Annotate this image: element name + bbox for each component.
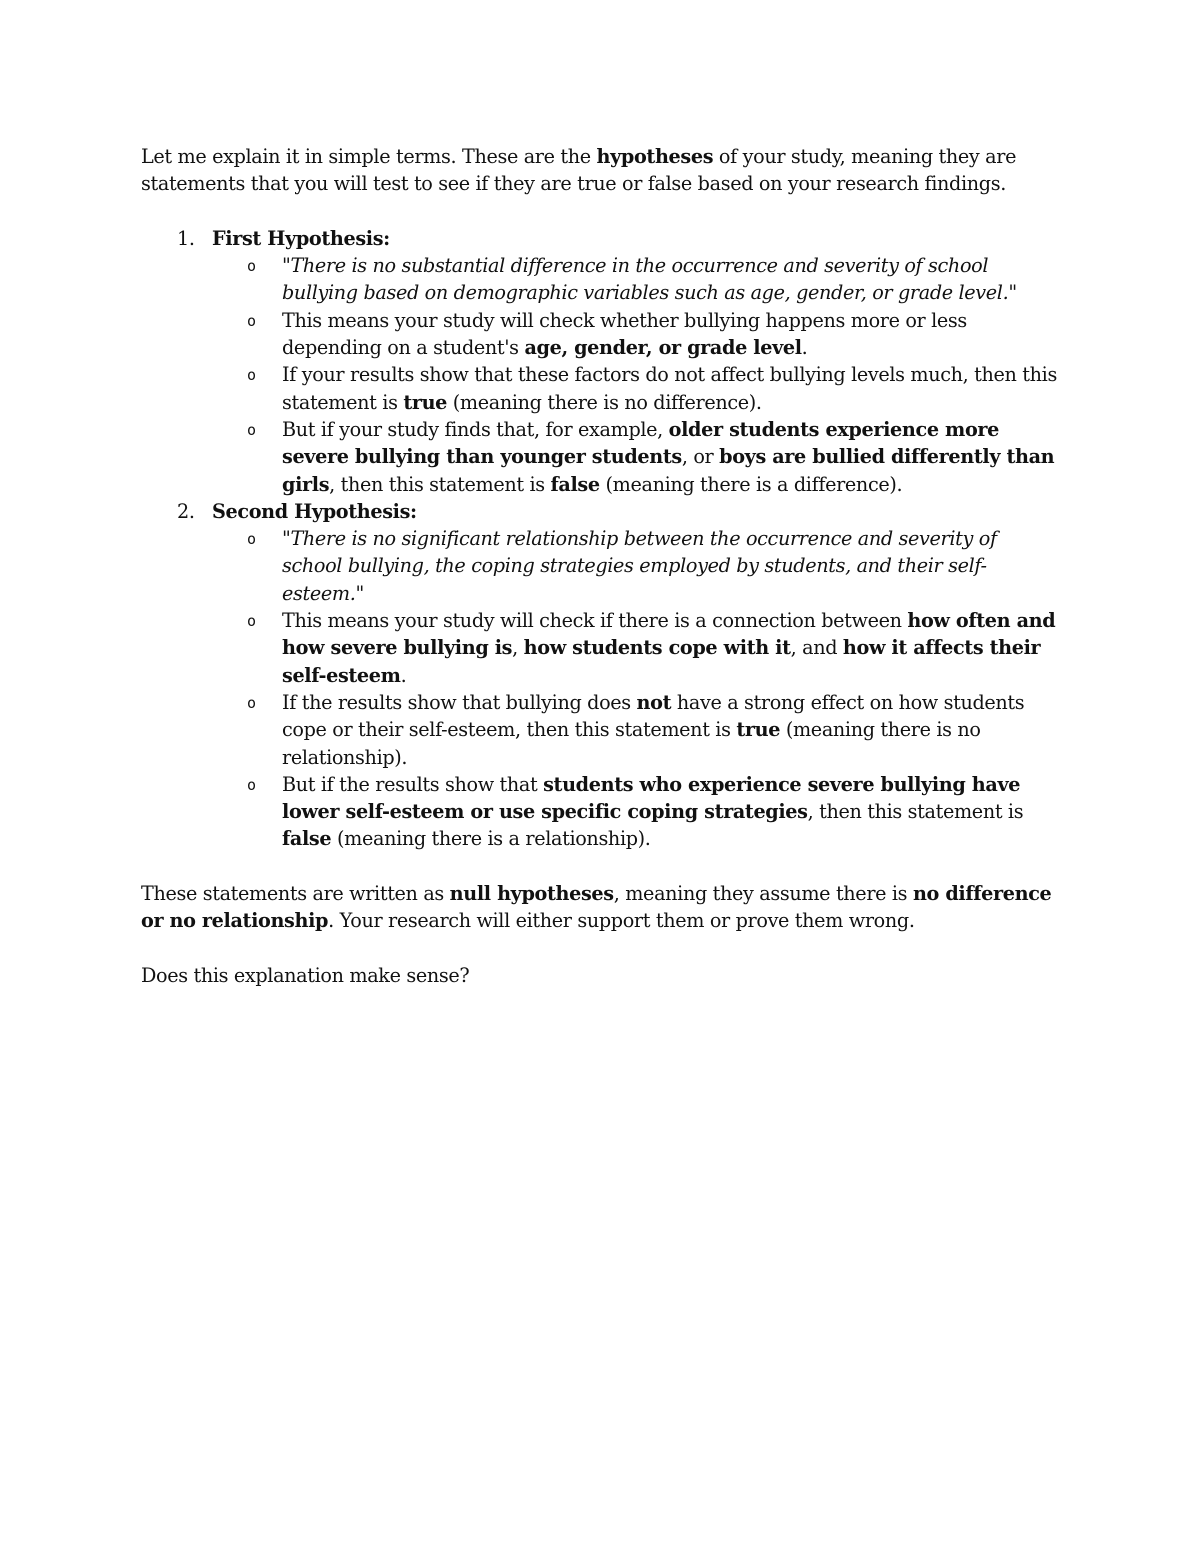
spacer [141,935,1061,962]
list-item: o This means your study will check whether bullying happens more or less depending on a student's age, gender, or grade level. [247,308,967,360]
bullet-marker: o [247,775,256,794]
document-body [141,143,1061,989]
hypothesis-1-title: First Hypothesis: [212,226,390,250]
hypothesis-2-title: Second Hypothesis: [212,499,417,523]
list-item: o If the results show that bullying does not have a strong effect on how students cope or their self-esteem, then this statement is true (meaning there is no relationship). [247,690,1025,769]
list-item: o But if your study finds that, for example, older students experience more severe bullying than younger students, or boys are bullied differently than girls, then this statement is false (meaning there is a difference). [247,417,1055,496]
bullet-marker: o [247,311,256,330]
spacer [141,853,1061,880]
conclusion-paragraph: These statements are written as null hypotheses, meaning they assume there is no difference or no relationship. Your research will either support them or prove them wrong. [141,882,1052,933]
spacer [141,198,1061,225]
intro-paragraph: Let me explain it in simple terms. These are the hypotheses of your study, meaning they are statements that you will test to see if they are true or false based on your research findings. [141,145,1017,196]
bullet-marker: o [247,693,256,712]
hypothesis-2 [141,498,1061,525]
intro-bold-hypotheses: hypotheses [596,145,714,168]
hypothesis-1-bullets [141,252,1061,498]
hypothesis-2-quote: "There is no significant relationship between the occurrence and severity of school bullying, the coping strategies employed by students, and their self-esteem." [282,527,997,605]
hypothesis-2-bullets [141,525,1061,853]
bullet-marker: o [247,366,256,385]
list-number: 1. [177,226,195,250]
bullet-marker: o [247,530,256,549]
list-item [141,525,1061,607]
list-item: o But if the results show that students who experience severe bullying have lower self-esteem or use specific coping strategies, then this statement is false (meaning there is a relationship). [247,772,1024,851]
hypothesis-1-quote: "There is no substantial difference in the occurrence and severity of school bullying based on demographic variables such as age, gender, or grade level." [282,254,1017,305]
hypothesis-1 [141,225,1061,252]
closing-question: Does this explanation make sense? [141,963,470,987]
list-item: o This means your study will check if there is a connection between how often and how severe bullying is, how students cope with it, and how it affects their self-esteem. [247,609,1056,687]
list-item [141,252,1061,307]
bullet-marker: o [247,612,256,631]
bullet-marker: o [247,420,256,439]
bullet-marker: o [247,257,256,276]
list-number: 2. [177,499,195,523]
list-item: o If your results show that these factors do not affect bullying levels much, then this statement is true (meaning there is no difference). [247,363,1057,414]
